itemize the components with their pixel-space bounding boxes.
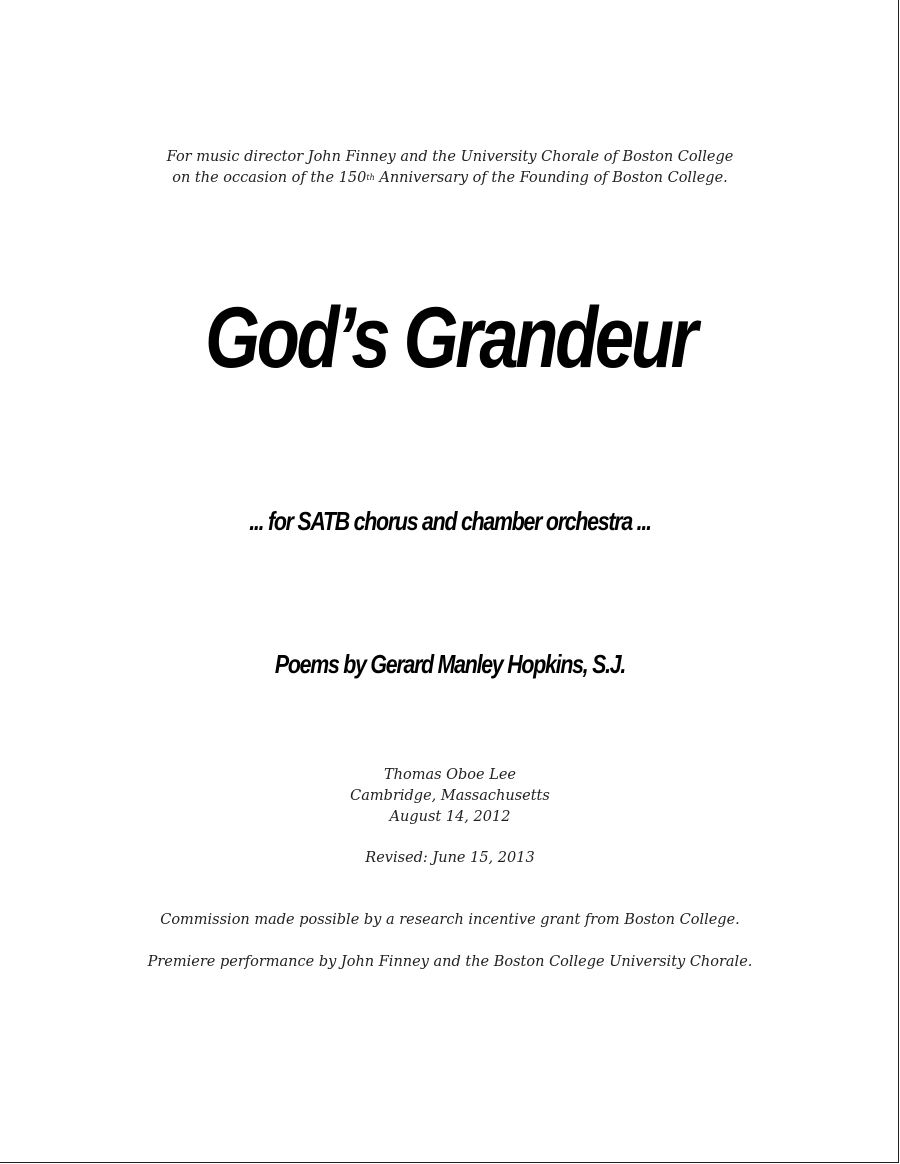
composer-block [0, 765, 900, 828]
revision-date: Revised: June 15, 2013 [365, 850, 535, 866]
composition-date: August 14, 2012 [389, 809, 511, 825]
composer-name: Thomas Oboe Lee [383, 767, 517, 783]
dedication-line-2-end: Anniversary of the Founding of Boston College. [374, 170, 728, 186]
ordinal-suffix: th [366, 173, 375, 182]
dedication-line-1: For music director John Finney and the University Chorale of Boston College [166, 149, 734, 165]
composer-place: Cambridge, Massachusetts [350, 788, 550, 804]
premiere-note: Premiere performance by John Finney and the Boston College University Chorale. [147, 954, 753, 970]
dedication [0, 147, 900, 189]
dedication-line-2 [0, 168, 900, 189]
instrumentation-subtitle: ... for SATB chorus and chamber orchestra ... [249, 506, 651, 536]
dedication-line-2-start: on the occasion of the 150 [172, 170, 367, 186]
commission-note: Commission made possible by a research incentive grant from Boston College. [160, 912, 740, 928]
work-title: God’s Grandeur [205, 290, 695, 386]
poet-credit: Poems by Gerard Manley Hopkins, S.J. [274, 649, 626, 679]
